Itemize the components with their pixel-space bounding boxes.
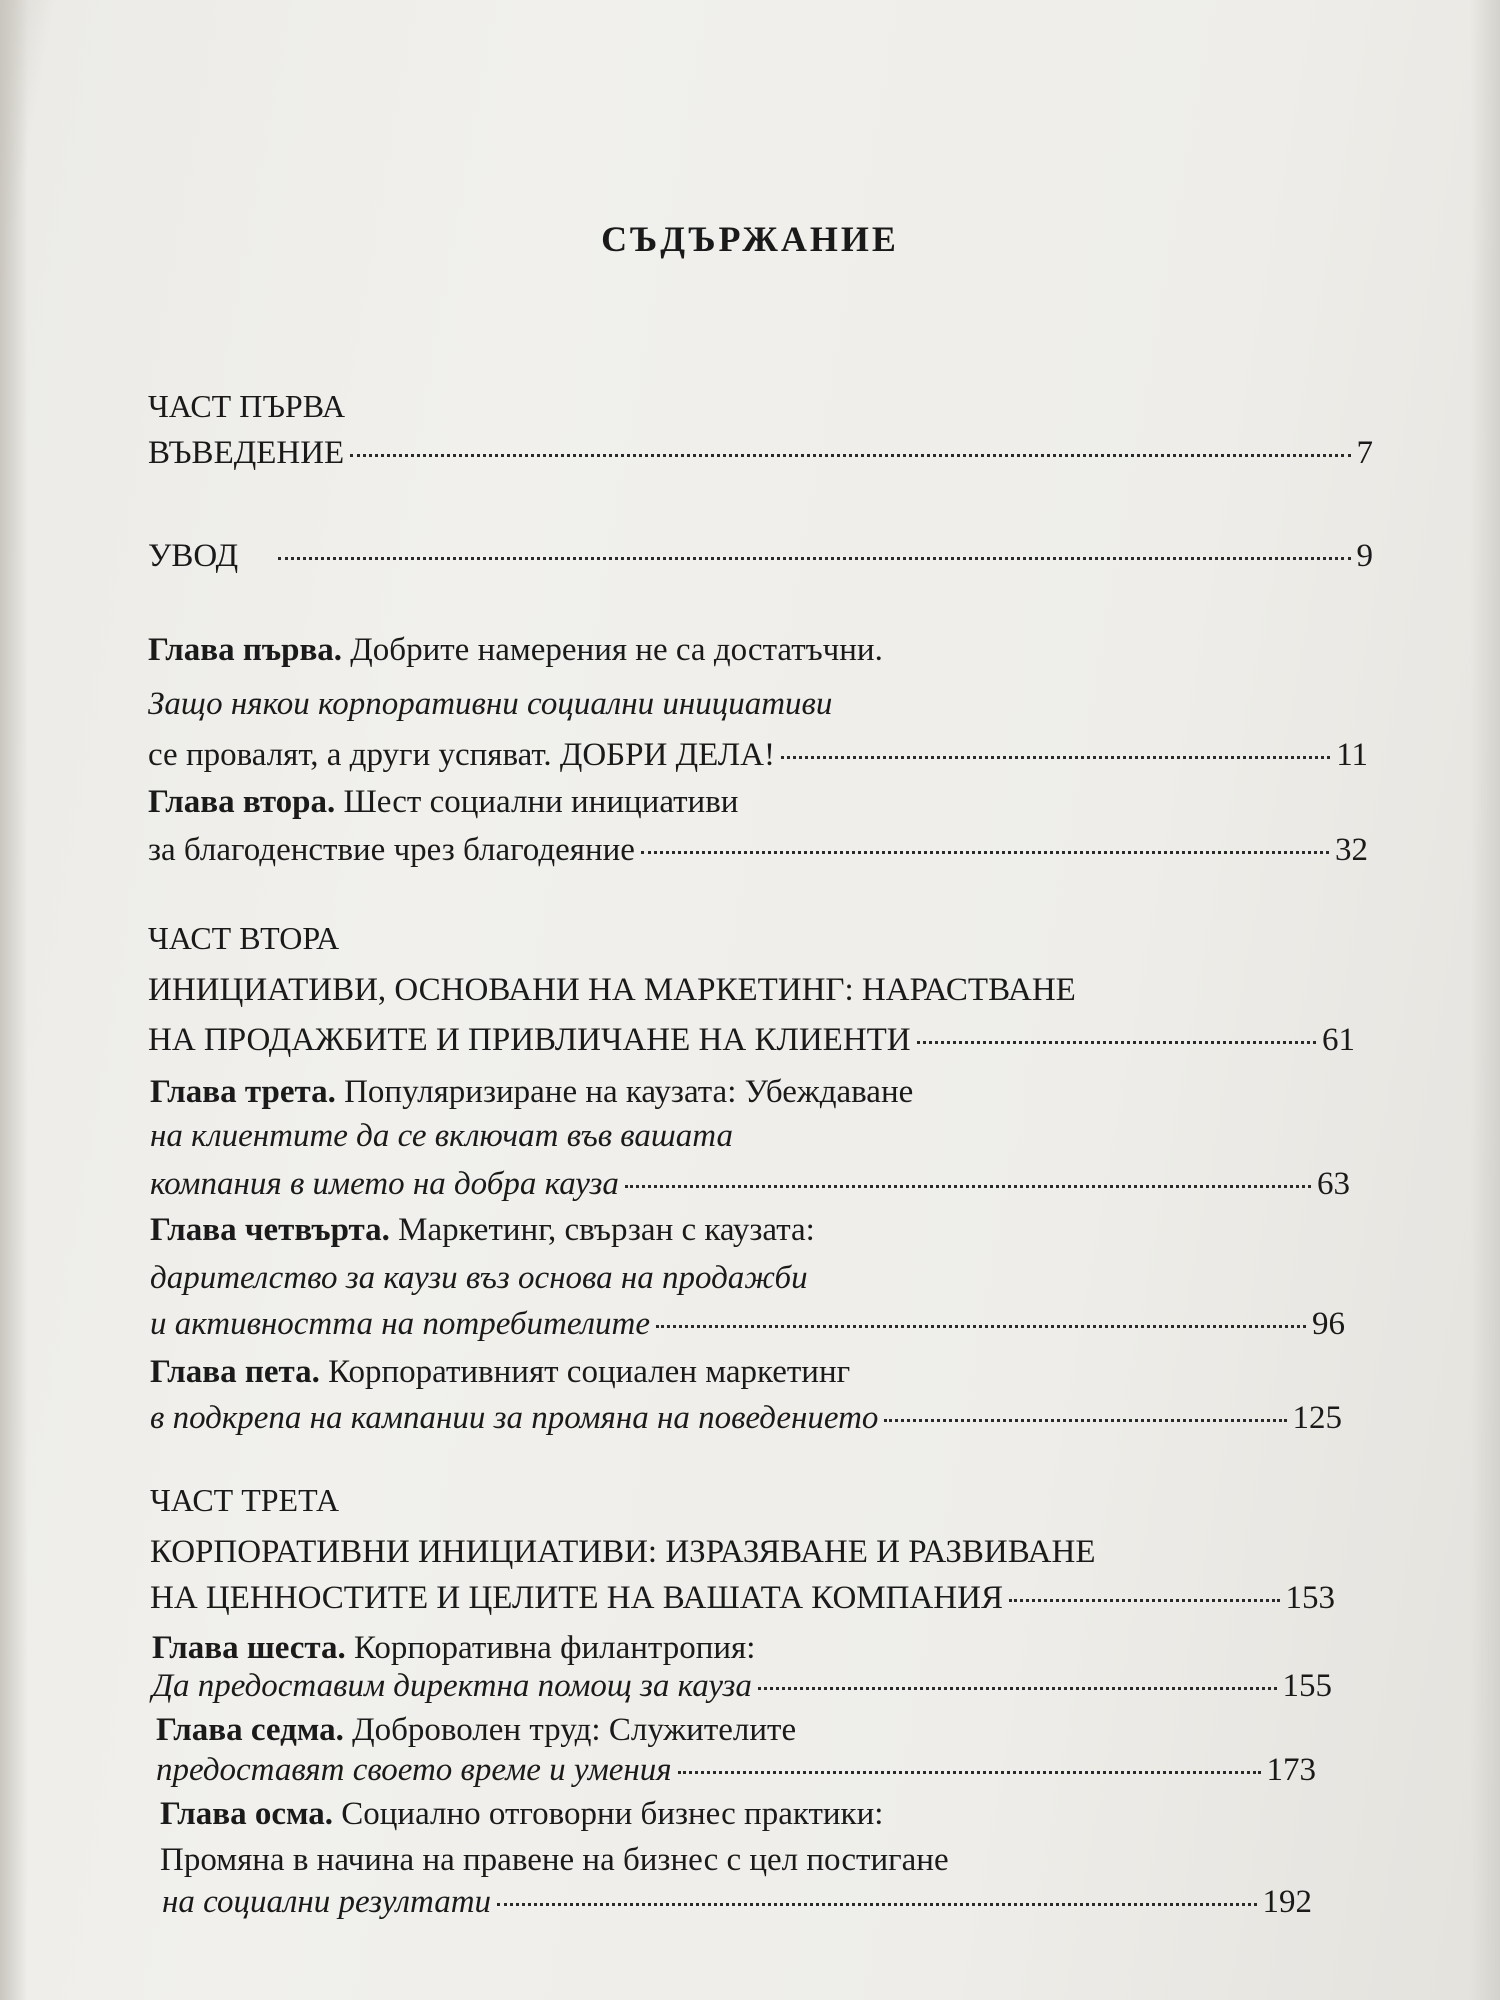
toc-entry-uvod[interactable]: УВОД 9: [148, 538, 1373, 574]
chapter-8-line-1: Глава осма. Социално отговорни бизнес практики:: [160, 1796, 884, 1832]
part-three-label: ЧАСТ ТРЕТА: [150, 1482, 340, 1518]
chapter-8-line-2: Промяна в начина на правене на бизнес с цел постигане: [160, 1842, 949, 1878]
part-two-heading-1: ИНИЦИАТИВИ, ОСНОВАНИ НА МАРКЕТИНГ: НАРАСТВАНЕ: [148, 972, 1076, 1008]
toc-entry-intro[interactable]: ВЪВЕДЕНИЕ 7: [148, 435, 1373, 471]
chapter-3-line-1: Глава трета. Популяризиране на каузата: Убеждаване: [150, 1074, 914, 1110]
toc-entry-chapter-8[interactable]: на социални резултати 192: [162, 1884, 1312, 1920]
toc-entry-part-three[interactable]: НА ЦЕННОСТИТЕ И ЦЕЛИТЕ НА ВАШАТА КОМПАНИЯ 153: [150, 1580, 1335, 1616]
toc-entry-chapter-7[interactable]: предоставят своето време и умения 173: [156, 1752, 1316, 1788]
toc-entry-chapter-6[interactable]: Да предоставим директна помощ за кауза 155: [152, 1668, 1332, 1704]
toc-entry-chapter-4[interactable]: и активността на потребителите 96: [150, 1306, 1345, 1342]
page-title: СЪДЪРЖАНИЕ: [601, 219, 899, 259]
chapter-1-line-1: Глава първа. Добрите намерения не са достатъчни.: [148, 632, 883, 668]
toc-entry-chapter-2[interactable]: за благоденствие чрез благодеяние 32: [148, 832, 1368, 868]
chapter-1-line-2: Защо някои корпоративни социални инициативи: [148, 686, 833, 722]
part-three-heading-1: КОРПОРАТИВНИ ИНИЦИАТИВИ: ИЗРАЗЯВАНЕ И РАЗВИВАНЕ: [150, 1534, 1096, 1570]
toc-entry-chapter-5[interactable]: в подкрепа на кампании за промяна на поведението 125: [150, 1400, 1342, 1436]
chapter-4-line-1: Глава четвърта. Маркетинг, свързан с каузата:: [150, 1212, 815, 1248]
chapter-5-line-1: Глава пета. Корпоративният социален маркетинг: [150, 1354, 851, 1390]
page-edge: [1470, 0, 1500, 2000]
chapter-3-line-2: на клиентите да се включат във вашата: [150, 1118, 734, 1154]
toc-entry-part-two[interactable]: НА ПРОДАЖБИТЕ И ПРИВЛИЧАНЕ НА КЛИЕНТИ 61: [148, 1022, 1355, 1058]
spine-shadow: [0, 0, 28, 2000]
toc-entry-chapter-3[interactable]: компания в името на добра кауза 63: [150, 1166, 1350, 1202]
part-one-label: ЧАСТ ПЪРВА: [148, 388, 346, 424]
chapter-2-line-1: Глава втора. Шест социални инициативи: [148, 784, 739, 820]
part-two-label: ЧАСТ ВТОРА: [148, 920, 340, 956]
toc-entry-chapter-1[interactable]: се провалят, а други успяват. ДОБРИ ДЕЛА! 11: [148, 737, 1368, 773]
chapter-7-line-1: Глава седма. Доброволен труд: Служителите: [156, 1712, 797, 1748]
chapter-4-line-2: дарителство за каузи въз основа на продажби: [150, 1260, 808, 1296]
chapter-6-line-1: Глава шеста. Корпоративна филантропия:: [152, 1630, 756, 1666]
